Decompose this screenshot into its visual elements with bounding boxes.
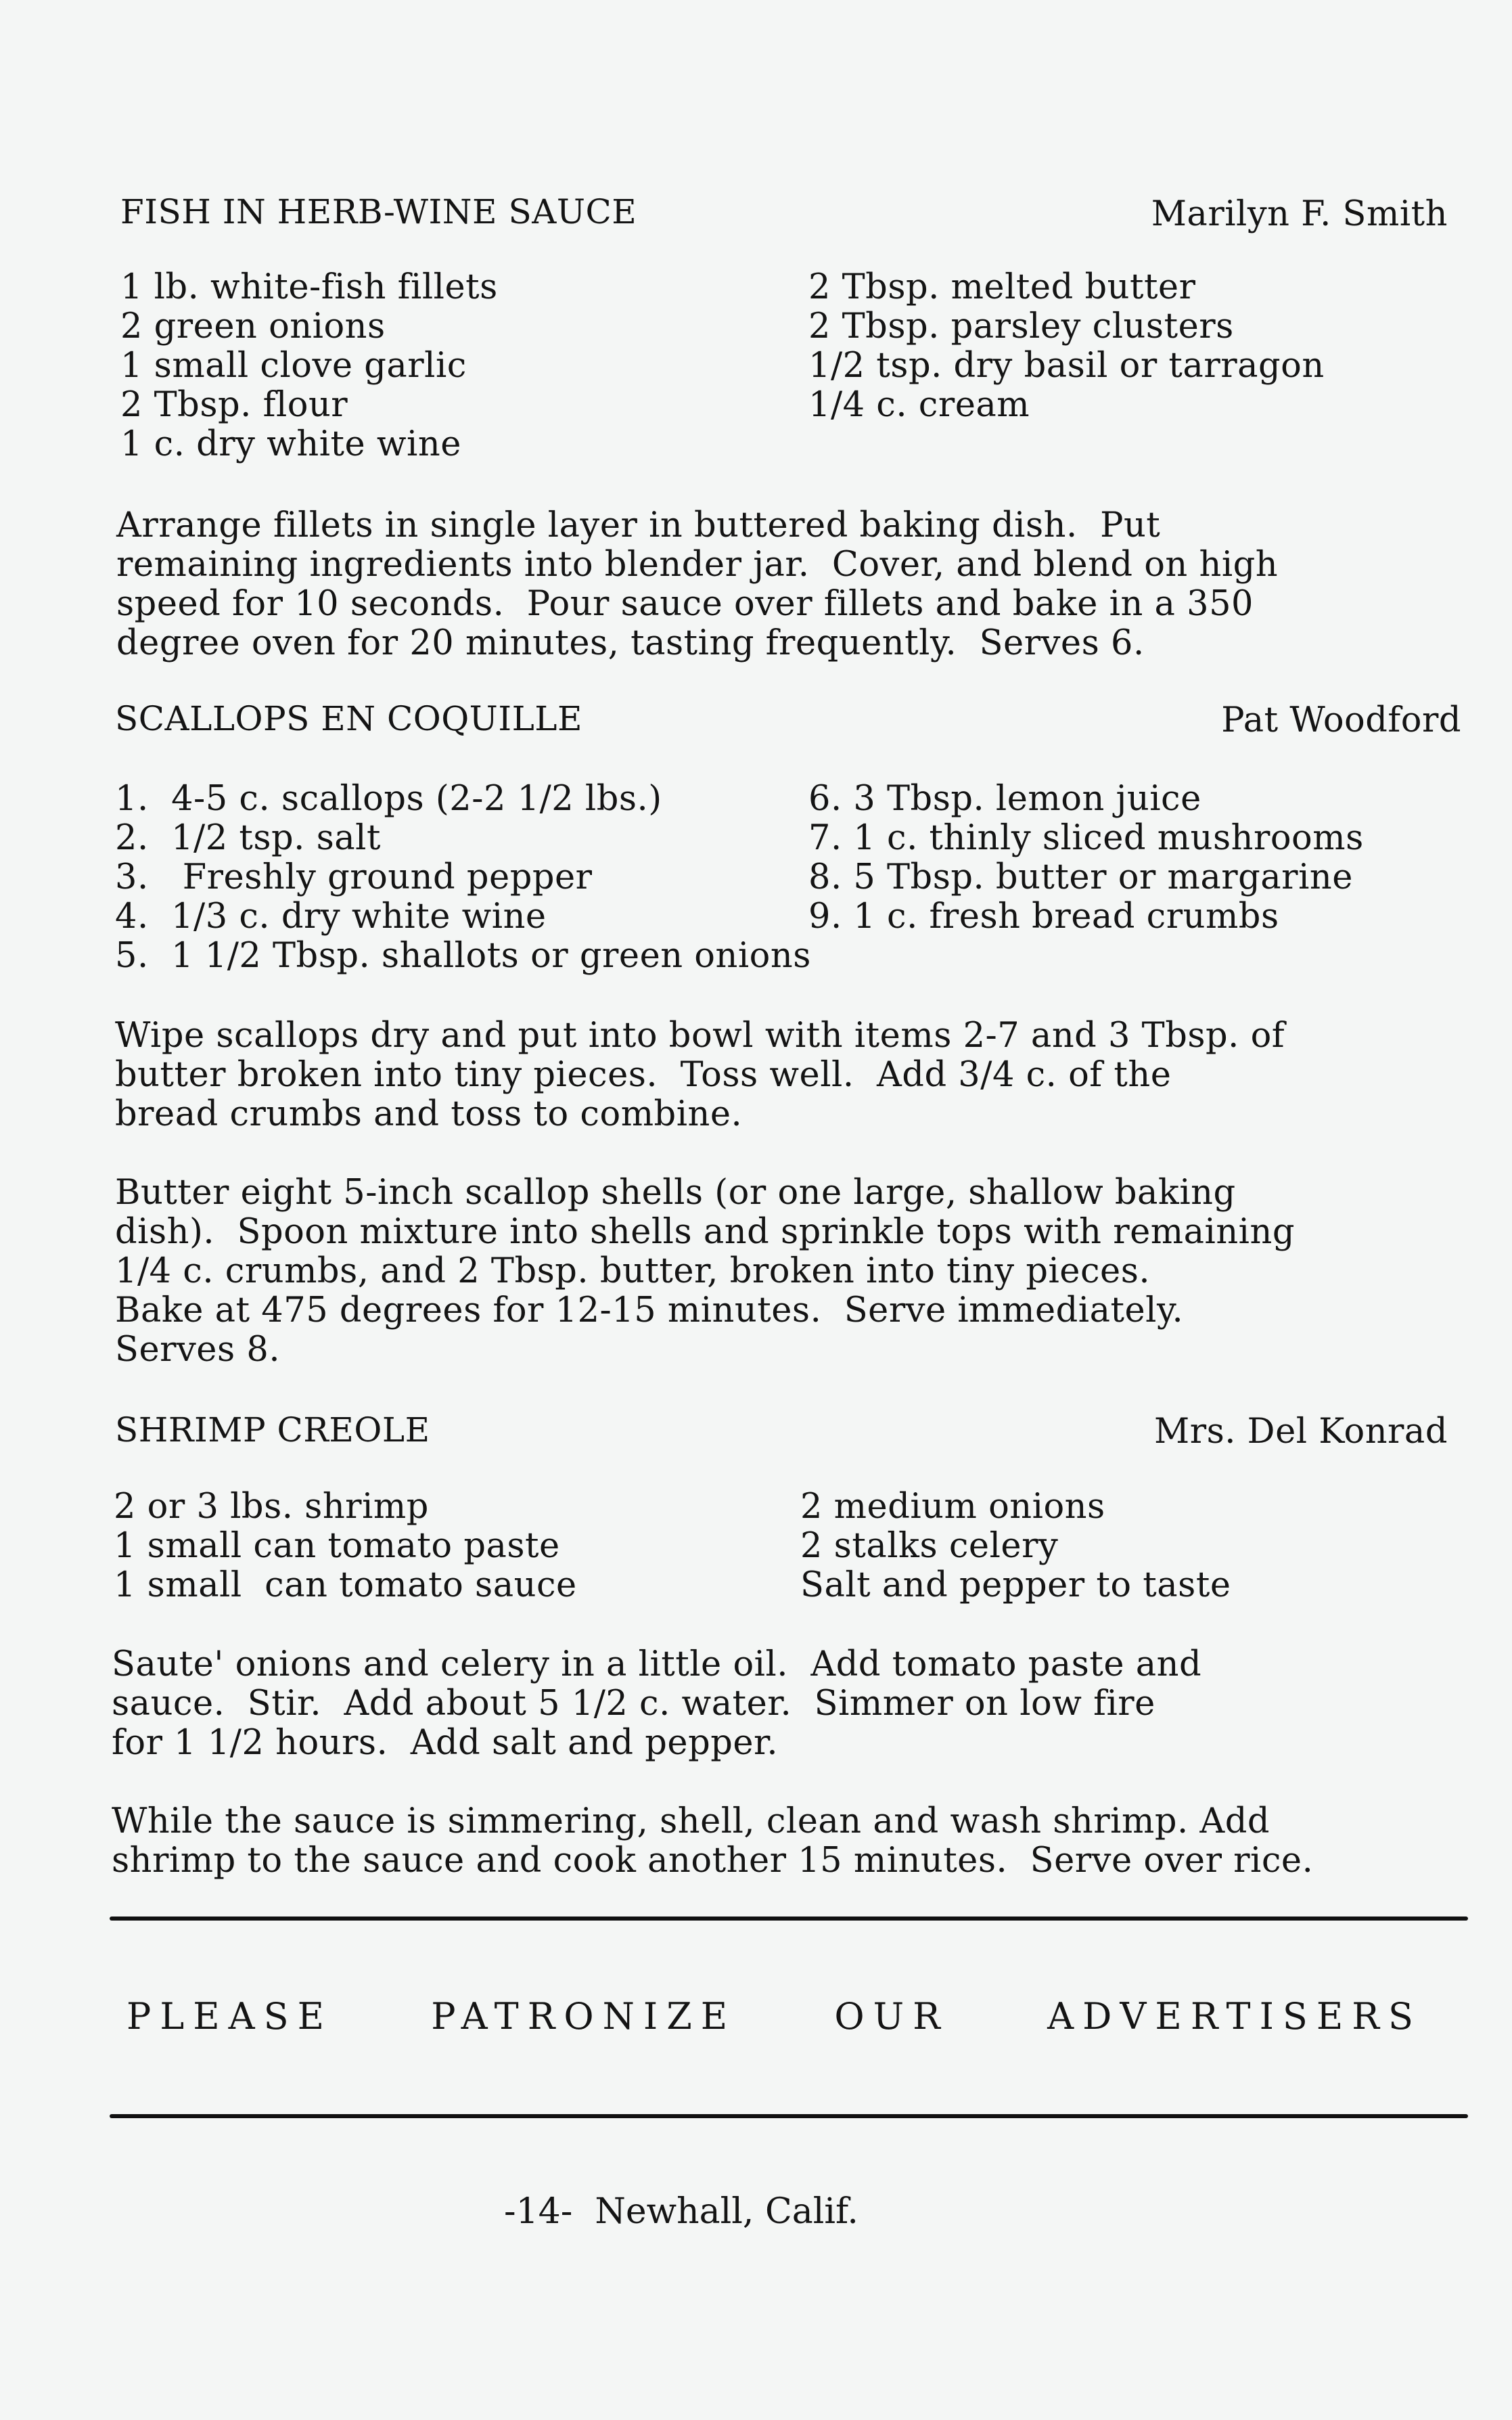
ingredient: 2 or 3 lbs. shrimp <box>114 1487 429 1527</box>
ingredient: 2 green onions <box>120 307 386 346</box>
banner-word: ADVERTISERS <box>1047 1995 1422 2038</box>
directions-line: Arrange fillets in single layer in buttered baking dish. Put <box>116 506 1161 545</box>
recipe-author: Marilyn F. Smith <box>1151 194 1448 234</box>
directions-line: While the sauce is simmering, shell, clean and wash shrimp. Add <box>112 1801 1270 1841</box>
recipe-title: SHRIMP CREOLE <box>115 1410 430 1450</box>
recipe-title: SCALLOPS EN COQUILLE <box>115 699 582 738</box>
ingredient: 2 Tbsp. melted butter <box>808 267 1196 307</box>
directions-line: sauce. Stir. Add about 5 1/2 c. water. Simmer on low fire <box>112 1684 1155 1724</box>
directions-line: 1/4 c. crumbs, and 2 Tbsp. butter, broken into tiny pieces. <box>115 1251 1151 1291</box>
directions-line: Butter eight 5-inch scallop shells (or one large, shallow baking <box>115 1173 1236 1213</box>
directions-line: Saute' onions and celery in a little oil. Add tomato paste and <box>112 1644 1202 1684</box>
directions-line: bread crumbs and toss to combine. <box>115 1094 743 1134</box>
directions-line: Wipe scallops dry and put into bowl with items 2-7 and 3 Tbsp. of <box>115 1016 1285 1056</box>
ingredient: 1 small clove garlic <box>120 346 467 386</box>
ingredient: 1/2 tsp. dry basil or tarragon <box>808 346 1325 386</box>
ingredient: 1/4 c. cream <box>808 385 1030 425</box>
ingredient: 2 stalks celery <box>800 1526 1059 1566</box>
ingredient: 8. 5 Tbsp. butter or margarine <box>808 857 1353 897</box>
directions-line: shrimp to the sauce and cook another 15 minutes. Serve over rice. <box>112 1841 1314 1881</box>
ingredient: 1 c. dry white wine <box>120 424 461 464</box>
directions-line: remaining ingredients into blender jar. Cover, and blend on high <box>116 545 1279 585</box>
ingredient: 6. 3 Tbsp. lemon juice <box>808 779 1201 819</box>
banner-word: PATRONIZE <box>431 1995 737 2038</box>
ingredient: 2 Tbsp. flour <box>120 385 348 425</box>
ingredient: 1 small can tomato sauce <box>114 1565 577 1605</box>
directions-line: Serves 8. <box>115 1330 281 1370</box>
recipe-author: Mrs. Del Konrad <box>1153 1412 1448 1452</box>
banner-word: PLEASE <box>127 1995 334 2038</box>
banner-word: OUR <box>834 1995 949 2038</box>
directions-line: dish). Spoon mixture into shells and sprinkle tops with remaining <box>115 1212 1295 1252</box>
divider-rule <box>110 2114 1468 2118</box>
ingredient: 3. Freshly ground pepper <box>115 857 593 897</box>
ingredient: 2 medium onions <box>800 1487 1105 1527</box>
advertisers-banner <box>127 1996 1422 2037</box>
ingredient: 7. 1 c. thinly sliced mushrooms <box>808 818 1364 858</box>
ingredient: Salt and pepper to taste <box>800 1565 1231 1605</box>
directions-line: degree oven for 20 minutes, tasting frequently. Serves 6. <box>116 623 1145 663</box>
ingredient: 9. 1 c. fresh bread crumbs <box>808 897 1279 937</box>
directions-line: Bake at 475 degrees for 12-15 minutes. Serve immediately. <box>115 1291 1184 1330</box>
ingredient: 1. 4-5 c. scallops (2-2 1/2 lbs.) <box>115 779 662 819</box>
divider-rule <box>110 1917 1468 1921</box>
directions-line: speed for 10 seconds. Pour sauce over fillets and bake in a 350 <box>116 584 1254 624</box>
recipe-author: Pat Woodford <box>1221 700 1461 740</box>
recipe-title: FISH IN HERB-WINE SAUCE <box>120 192 637 231</box>
ingredient: 2 Tbsp. parsley clusters <box>808 307 1234 346</box>
directions-line: for 1 1/2 hours. Add salt and pepper. <box>112 1723 779 1763</box>
ingredient: 1 lb. white-fish fillets <box>120 267 498 307</box>
ingredient: 1 small can tomato paste <box>114 1526 560 1566</box>
page-footer: -14- Newhall, Calif. <box>504 2191 858 2232</box>
directions-line: butter broken into tiny pieces. Toss well. Add 3/4 c. of the <box>115 1055 1172 1095</box>
ingredient: 5. 1 1/2 Tbsp. shallots or green onions <box>115 936 811 976</box>
ingredient: 4. 1/3 c. dry white wine <box>115 897 547 937</box>
ingredient: 2. 1/2 tsp. salt <box>115 818 381 858</box>
